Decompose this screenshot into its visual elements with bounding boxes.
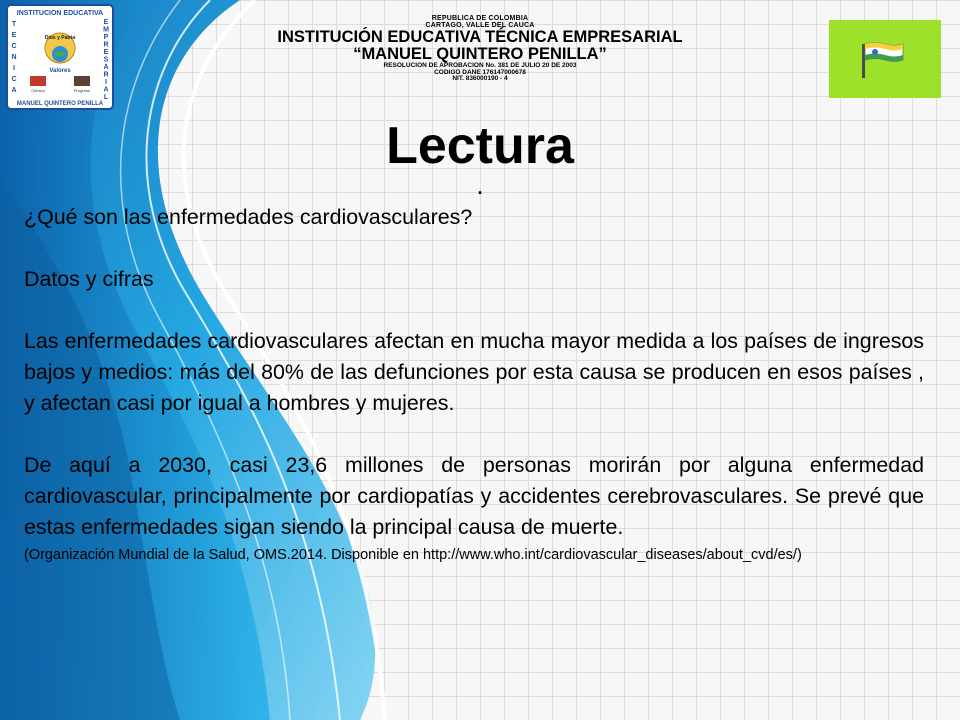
logo-letter: A	[11, 87, 17, 94]
republic-text: REPUBLICA DE COLOMBIA	[431, 15, 529, 22]
paragraph-1: Las enfermedades cardiovasculares afectan en mucha mayor medida a los países de ingresos bajos y medios: más del 80% de las defunciones por esta causa se producen en esos países , y afectan casi por igual a hombres y mujeres.	[24, 329, 924, 415]
logo-bottom-text: MANUEL QUINTERO PENILLA	[16, 101, 104, 107]
logo-letter: P	[103, 34, 109, 41]
school-name: “MANUEL QUINTERO PENILLA”	[353, 45, 607, 63]
logo-letter: S	[103, 56, 109, 64]
logo-letter: I	[105, 79, 107, 86]
logo-letter: N	[11, 54, 17, 61]
logo-top-text: INSTITUCION EDUCATIVA	[16, 10, 104, 17]
logo-letter: E	[103, 49, 109, 56]
logo-letter: A	[103, 64, 109, 71]
logo-icon-left: Ciencia	[31, 88, 45, 93]
question-heading: ¿Qué son las enfermedades cardiovasculares?	[24, 205, 473, 229]
city-text: CARTAGO, VALLE DEL CAUCA	[425, 22, 535, 29]
paragraph-2: De aquí a 2030, casi 23,6 millones de personas morirán por alguna enfermedad cardiovascular, principalmente por cardiopatías y accidentes cerebrovasculares. Se prevé que estas enfermedades sigan siendo la principal causa de muerte.	[24, 453, 924, 539]
logo-letter: A	[103, 86, 109, 94]
institution-name: INSTITUCIÓN EDUCATIVA TÉCNICA EMPRESARIAL	[277, 28, 683, 46]
logo-icon-right: Progreso	[73, 88, 91, 93]
facts-subtitle: Datos y cifras	[24, 267, 154, 291]
school-crest-icon	[6, 4, 114, 110]
logo-letter: C	[11, 43, 17, 50]
logo-letter: C	[11, 76, 17, 83]
logo-letter: L	[103, 94, 109, 101]
reading-content	[24, 202, 924, 565]
logo-letter: E	[103, 19, 109, 26]
logo-letter: T	[11, 21, 17, 28]
dane-code: CODIGO DANE 176147000678	[434, 68, 526, 76]
citation-text: (Organización Mundial de la Salud, OMS.2014. Disponible en http://www.who.int/cardiovascular_diseases/about_cvd/es/)	[24, 547, 802, 563]
logo-letter: R	[103, 71, 109, 79]
flag-icon	[829, 20, 941, 98]
logo-motto: Dios y Patria	[44, 35, 76, 41]
logo-letter: M	[103, 26, 109, 34]
logo-values: Valores	[49, 68, 71, 74]
logo-letter: E	[11, 32, 17, 39]
logo-letter: I	[13, 65, 15, 72]
institution-header	[210, 15, 750, 83]
page-title: Lectura	[386, 117, 574, 175]
resolution-text: RESOLUCION DE APROBACION No. 381 DE JULIO 20 DE 2003	[383, 62, 577, 69]
logo-letter: R	[103, 41, 109, 49]
title-dot: .	[477, 178, 483, 198]
nit-text: NIT. 836000190 - 4	[452, 75, 508, 82]
